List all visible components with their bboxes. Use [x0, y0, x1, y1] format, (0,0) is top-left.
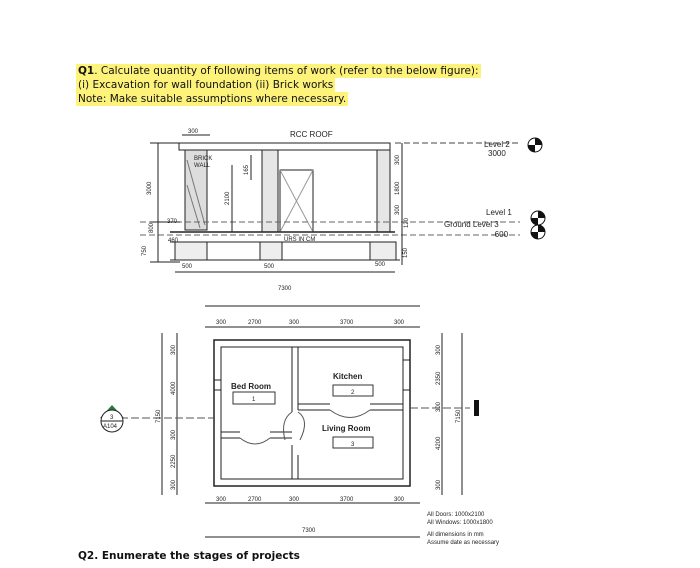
- plan-right-dim: 2350: [436, 371, 442, 385]
- ground-level-name: Ground Level 3: [444, 220, 499, 229]
- door-swing: [240, 438, 270, 444]
- level-marker-icon: [528, 138, 542, 152]
- dim-460: 460: [168, 238, 179, 244]
- question-1-items: (i) Excavation for wall foundation (ii) Brick works: [78, 79, 334, 91]
- dim-500-b: 500: [264, 264, 275, 270]
- dim-750: 750: [142, 245, 148, 256]
- note-windows: All Windows: 1000x1800: [427, 520, 493, 526]
- dim-120: 120: [404, 217, 410, 228]
- room-number-1: 1: [252, 397, 256, 403]
- right-wall: [377, 150, 390, 232]
- section-cut-marker: [474, 400, 479, 416]
- dim-7300-section: 7300: [278, 286, 292, 292]
- plan-left-total-dim: 7150: [156, 409, 162, 423]
- plan-right-dim: 300: [436, 401, 442, 412]
- roof-slab: [179, 143, 390, 150]
- level1-name: Level 1: [486, 208, 512, 217]
- footing-right: [370, 242, 396, 260]
- plan-bottom-total-dim: 7300: [302, 528, 316, 534]
- plan-top-dim: 300: [216, 320, 227, 326]
- door-swing: [330, 410, 370, 418]
- dim-3000: 3000: [147, 181, 153, 195]
- plan-bottom-dim: 300: [289, 497, 300, 503]
- urs-label: URS IN CM: [284, 237, 316, 243]
- dim-800: 800: [149, 222, 155, 233]
- plan-right-dim: 300: [436, 479, 442, 490]
- room-name-bed-room: Bed Room: [231, 382, 271, 391]
- level2-name: Level 2: [484, 140, 510, 149]
- room-number-3: 3: [351, 442, 355, 448]
- rcc-roof-label: RCC ROOF: [290, 130, 333, 139]
- level2-value: 3000: [488, 149, 506, 158]
- ground-level-value: -600: [492, 230, 509, 239]
- plan-top-dim: 2700: [248, 320, 262, 326]
- brick-wall-label-2: WALL: [194, 163, 211, 169]
- room-number-2: 2: [351, 390, 355, 396]
- room-name-living-room: Living Room: [322, 424, 371, 433]
- plan-right-dim: 4200: [436, 436, 442, 450]
- plan-right-dim: 300: [436, 344, 442, 355]
- question-1-title: Q1. Calculate quantity of following items of work (refer to the below figure):: [78, 65, 479, 77]
- dim-300-right: 300: [395, 154, 401, 165]
- door-swing: [298, 412, 305, 440]
- plan-left-dim: 300: [171, 344, 177, 355]
- question-1-note: Note: Make suitable assumptions where necessary.: [78, 93, 347, 105]
- footing-middle: [260, 242, 282, 260]
- section-marker-ref: A104: [103, 424, 118, 430]
- plan-top-dim: 300: [394, 320, 405, 326]
- plan-left-dim: 2250: [171, 454, 177, 468]
- plan-left-dim: 300: [171, 429, 177, 440]
- dim-370: 370: [167, 219, 178, 225]
- plan-inner-wall: [221, 347, 403, 479]
- door-swing: [284, 412, 292, 440]
- plan-top-dim: 300: [289, 320, 300, 326]
- room-name-kitchen: Kitchen: [333, 372, 363, 381]
- dim-165: 165: [244, 164, 250, 175]
- question-2: Q2. Enumerate the stages of projects: [78, 550, 300, 562]
- section-marker-number: 3: [110, 415, 114, 421]
- note-assume: Assume date as necessary: [427, 540, 500, 546]
- dim-150: 150: [403, 247, 409, 258]
- dim-300-right-b: 300: [395, 204, 401, 215]
- note-dimensions: All dimensions in mm: [427, 532, 484, 538]
- dim-500-c: 500: [375, 262, 386, 268]
- level-marker-icon: [531, 211, 545, 225]
- footing-left: [175, 242, 207, 260]
- note-doors: All Doors: 1000x2100: [427, 512, 485, 518]
- plan-top-dim: 3700: [340, 320, 354, 326]
- plan-bottom-dim: 300: [394, 497, 405, 503]
- dim-1800: 1800: [395, 181, 401, 195]
- plan-bottom-dim: 300: [216, 497, 227, 503]
- plan-outer-wall: [214, 340, 410, 486]
- brick-wall-label: BRICK: [194, 156, 213, 162]
- plan-bottom-dim: 3700: [340, 497, 354, 503]
- level-marker-icon: [531, 225, 545, 239]
- dim-2100: 2100: [225, 191, 231, 205]
- plan-left-dim: 300: [171, 479, 177, 490]
- dim-300-top: 300: [188, 129, 199, 135]
- plan-bottom-dim: 2700: [248, 497, 262, 503]
- plan-left-dim: 4000: [171, 381, 177, 395]
- plan-right-total-dim: 7150: [456, 409, 462, 423]
- middle-wall: [262, 150, 278, 232]
- dim-500-a: 500: [182, 264, 193, 270]
